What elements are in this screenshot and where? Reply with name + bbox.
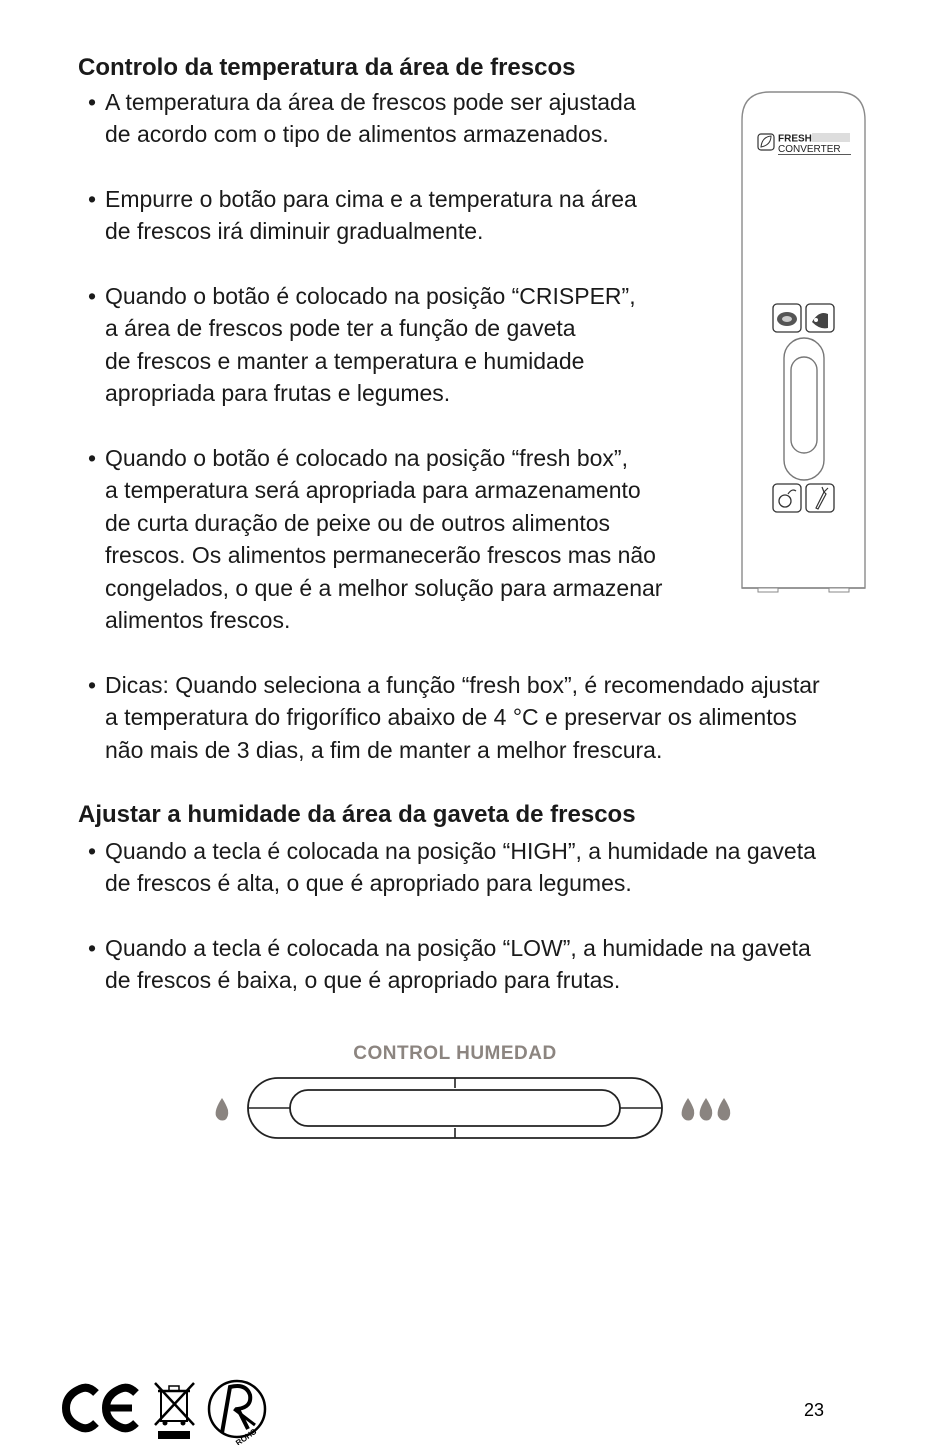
bullet-line: apropriada para frutas e legumes.: [105, 380, 451, 407]
bullet-dot: •: [88, 283, 97, 309]
bullet-line: de frescos é baixa, o que é apropriado para frutas.: [105, 967, 621, 994]
ce-mark: [66, 1388, 136, 1429]
single-drop-icon: [216, 1098, 229, 1121]
bullet-item: [88, 669, 820, 766]
certification-marks-svg: [58, 1375, 273, 1445]
bullet-line: Empurre o botão para cima e a temperatura na área: [105, 186, 637, 212]
triple-drop-icon: [682, 1098, 731, 1121]
slider-body: [248, 1078, 662, 1138]
bullet-line: de frescos irá diminuir gradualmente.: [105, 218, 484, 245]
fruit-icon: [773, 484, 801, 512]
bullet-line: Quando a tecla é colocada na posição “HIGH”, a humidade na gaveta: [105, 838, 816, 864]
bullet-line: alimentos frescos.: [105, 607, 291, 634]
bullet-line: Dicas: Quando seleciona a função “fresh box”, é recomendado ajustar: [105, 672, 820, 698]
slider-track: [784, 338, 824, 480]
fresh-converter-panel: [740, 90, 867, 593]
bullet-dot: •: [88, 672, 97, 698]
fish-icon: [806, 304, 834, 332]
bullet-line: congelados, o que é a melhor solução para armazenar: [105, 574, 663, 601]
bullet-dot: •: [88, 89, 97, 115]
bullet-line: Quando o botão é colocado na posição “CRISPER”,: [105, 283, 636, 309]
bullet-line: Quando o botão é colocado na posição “fresh box”,: [105, 445, 628, 471]
bullet-item: [88, 932, 811, 997]
bullet-line: de acordo com o tipo de alimentos armazenados.: [105, 121, 609, 148]
rohs-icon: [209, 1381, 265, 1445]
bullet-line: de frescos é alta, o que é apropriado para legumes.: [105, 870, 632, 897]
bullet-dot: •: [88, 186, 97, 212]
meat-icon: [773, 304, 801, 332]
bullet-line: de curta duração de peixe ou de outros alimentos: [105, 509, 611, 536]
bullet-line: a temperatura será apropriada para armazenamento: [105, 477, 641, 504]
certification-marks: [58, 1375, 273, 1445]
bullet-line: A temperatura da área de frescos pode ser ajustada: [105, 89, 636, 115]
converter-label: CONVERTER: [778, 144, 841, 155]
bullet-line: não mais de 3 dias, a fim de manter a melhor frescura.: [105, 736, 663, 763]
bullet-line: frescos. Os alimentos permanecerão frescos mas não: [105, 542, 656, 569]
fresh-label: FRESH: [778, 133, 812, 145]
section-heading-temperature: Controlo da temperatura da área de frescos: [78, 54, 576, 81]
rohs-label: ROHS: [234, 1427, 259, 1445]
bullet-line: de frescos e manter a temperatura e humidade: [105, 347, 585, 374]
bullet-item: [88, 280, 636, 410]
humidity-control: [200, 1040, 760, 1150]
bullet-item: [88, 183, 637, 248]
section-heading-humidity: Ajustar a humidade da área da gaveta de frescos: [78, 801, 636, 828]
bullet-line: Quando a tecla é colocada na posição “LOW”, a humidade na gaveta: [105, 935, 811, 961]
bullet-item: [88, 835, 816, 900]
bullet-dot: •: [88, 445, 97, 471]
vegetable-icon: [806, 484, 834, 512]
leaf-icon: [758, 134, 774, 150]
fresh-converter-illustration: [740, 90, 867, 593]
humidity-control-title: CONTROL HUMEDAD: [353, 1043, 557, 1064]
bullet-item: [88, 86, 636, 151]
humidity-slider-illustration: [200, 1070, 760, 1150]
bullet-line: a temperatura do frigorífico abaixo de 4 °C e preservar os alimentos: [105, 704, 797, 731]
page-number: 23: [804, 1400, 825, 1420]
bullet-dot: •: [88, 935, 97, 961]
weee-bin-icon: [155, 1383, 194, 1439]
bullet-item: [88, 442, 662, 636]
bullet-line: a área de frescos pode ter a função de gaveta: [105, 315, 576, 342]
bullet-dot: •: [88, 838, 97, 864]
